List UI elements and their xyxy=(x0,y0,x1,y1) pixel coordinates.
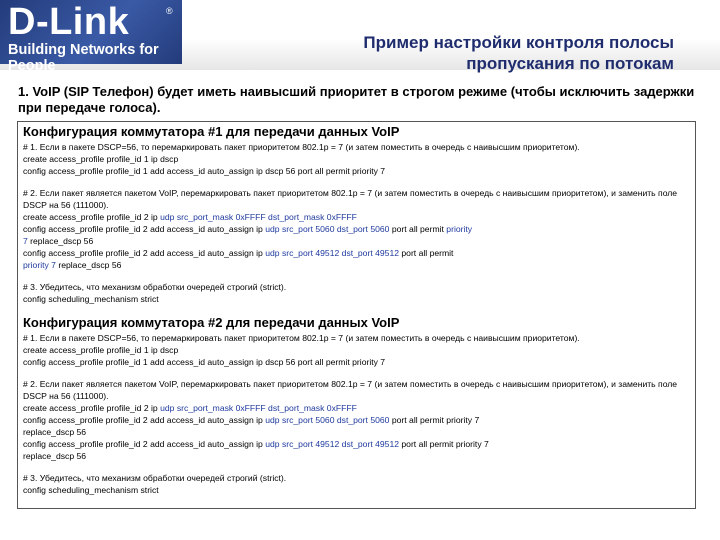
step-2-part: port all permit priority 7 replace_dscp 56 xyxy=(23,439,489,461)
step-2-part: port all permit xyxy=(401,248,454,258)
step-3-text: # 3. Убедитесь, что механизм обработки очередей строгий (strict). config scheduling_mechanism strict xyxy=(23,282,287,304)
logo-registered-mark: ® xyxy=(166,6,173,16)
step-2-part: port all permit xyxy=(389,224,447,234)
step-1-text: # 1. Если в пакете DSCP=56, то перемаркировать пакет приоритетом 802.1p = 7 (и затем поместить в очередь с наивысшим приоритетом). create access_profile profile_id 1 ip dscp config access_profile profile_id 1 add access_id auto_assign ip dscp 56 port all permit priority 7 xyxy=(23,142,580,176)
step-2-part: port all permit priority 7 replace_dscp 56 config access_profile profile_id 2 add access_id auto_assign ip xyxy=(23,415,480,449)
slide-title xyxy=(254,32,674,74)
step-3-text: # 3. Убедитесь, что механизм обработки очередей строгий (strict). config scheduling_mechanism strict xyxy=(23,473,287,495)
step-2-highlight: udp src_port_mask 0xFFFF dst_port_mask 0xFFFF xyxy=(160,212,357,222)
step-2-highlight: udp src_port 5060 dst_port 5060 xyxy=(265,415,390,425)
step-2-highlight: udp src_port 49512 dst_port 49512 xyxy=(265,248,399,258)
step-2-highlight: udp src_port_mask 0xFFFF dst_port_mask 0xFFFF xyxy=(160,403,357,413)
step-2-part: replace_dscp 56 config access_profile profile_id 2 add access_id auto_assign ip xyxy=(23,236,263,258)
step-2-part: config access_profile profile_id 2 add access_id auto_assign ip xyxy=(23,224,263,234)
step-2-text xyxy=(23,378,690,462)
step-2-part: # 2. Если пакет является пакетом VoIP, перемаркировать пакет приоритетом 802.1p = 7 (и затем поместить в очередь с наивысшим приоритетом), и заменить поле DSCP на 56 (111000). create access_profile profile_id 2 ip xyxy=(23,188,678,222)
step-2-text xyxy=(23,187,690,271)
step-1-text: # 1. Если в пакете DSCP=56, то перемаркировать пакет приоритетом 802.1p = 7 (и затем поместить в очередь с наивысшим приоритетом). create access_profile profile_id 1 ip dscp config access_profile profile_id 1 add access_id auto_assign ip dscp 56 port all permit priority 7 xyxy=(23,333,580,367)
step-2-part: replace_dscp 56 xyxy=(55,260,122,270)
slide-title-line-1: Пример настройки контроля полосы xyxy=(363,33,674,52)
slide-title-line-2: пропускания по потокам xyxy=(466,54,674,73)
step-2-highlight: priority 7 xyxy=(23,224,473,246)
step-2-part: config access_profile profile_id 2 add access_id auto_assign ip xyxy=(23,415,263,425)
intro-text: 1. VoIP (SIP Телефон) будет иметь наивысший приоритет в строгом режиме (чтобы исключить задержки при передаче голоса). xyxy=(18,84,695,115)
logo-text: D-Link xyxy=(8,1,130,43)
logo-tagline: Building Networks for People xyxy=(8,42,159,74)
step-2-highlight: priority 7 xyxy=(23,260,56,270)
section-title-switch-1: Конфигурация коммутатора #1 для передачи данных VoIP xyxy=(23,124,400,139)
section-title-switch-2: Конфигурация коммутатора #2 для передачи данных VoIP xyxy=(23,315,400,330)
config-box xyxy=(17,121,696,509)
step-2-part: # 2. Если пакет является пакетом VoIP, перемаркировать пакет приоритетом 802.1p = 7 (и затем поместить в очередь с наивысшим приоритетом), и заменить поле DSCP на 56 (111000). create access_profile profile_id 2 ip xyxy=(23,379,678,413)
dlink-logo xyxy=(0,0,182,74)
step-2-highlight: udp src_port 5060 dst_port 5060 xyxy=(265,224,390,234)
step-2-highlight: udp src_port 49512 dst_port 49512 xyxy=(265,439,399,449)
